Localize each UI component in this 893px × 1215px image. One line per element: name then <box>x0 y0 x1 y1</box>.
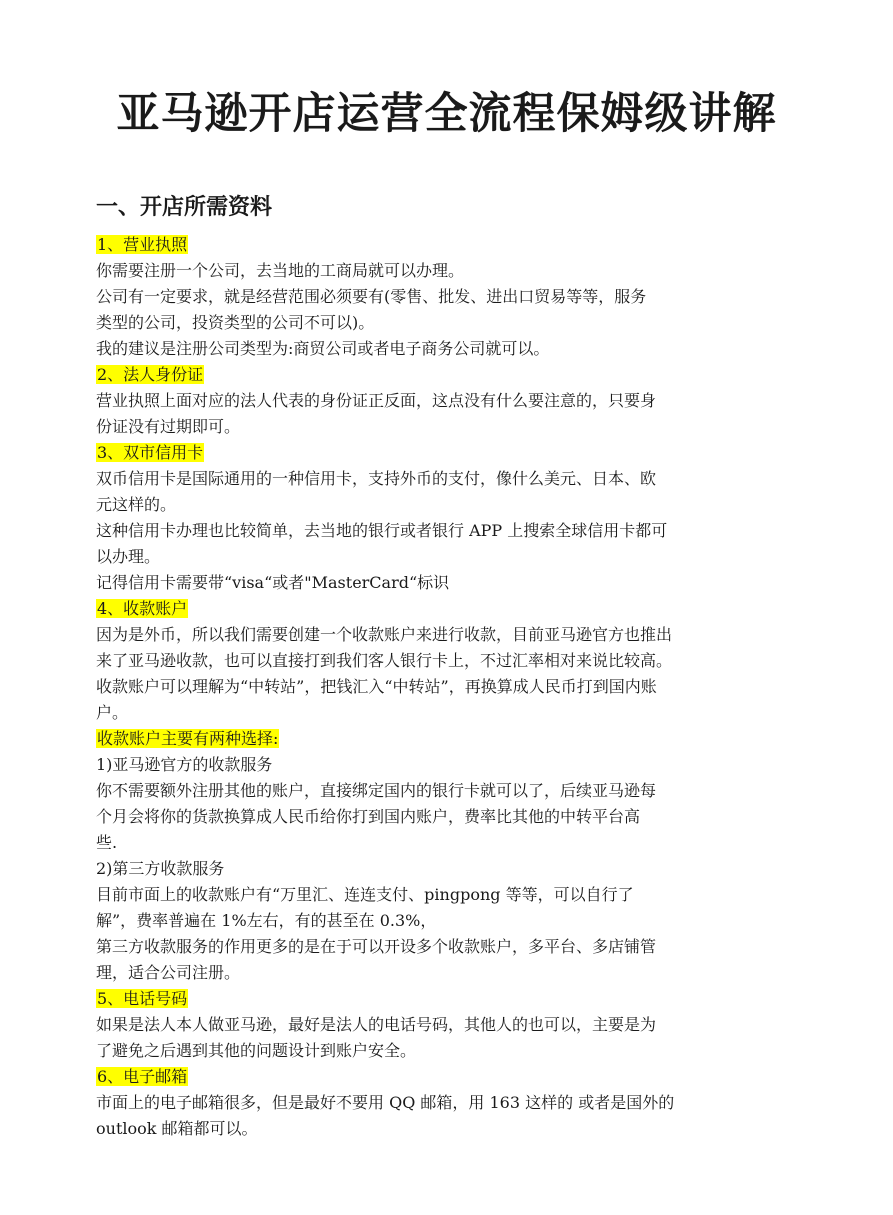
paragraph-line <box>96 674 756 700</box>
line-text: 个月会将你的货款换算成人民币给你打到国内账户，费率比其他的中转平台高 <box>96 807 641 826</box>
paragraph-line <box>96 908 756 934</box>
highlighted-subheading: 2、法人身份证 <box>97 365 204 384</box>
paragraph-line <box>96 336 756 362</box>
line-text: 我的建议是注册公司类型为:商贸公司或者电子商务公司就可以。 <box>96 339 550 358</box>
highlighted-subheading: 1、营业执照 <box>97 235 188 254</box>
line-text: 来了亚马逊收款，也可以直接打到我们客人银行卡上，不过汇率相对来说比较高。 <box>96 651 673 670</box>
paragraph-line <box>96 544 756 570</box>
line-text: 些. <box>96 833 118 852</box>
paragraph-line <box>96 1012 756 1038</box>
paragraph-line <box>96 466 756 492</box>
paragraph-line <box>96 1038 756 1064</box>
paragraph-line <box>96 570 756 596</box>
paragraph-line <box>96 622 756 648</box>
line-text: 市面上的电子邮箱很多，但是最好不要用 QQ 邮箱，用 163 这样的 或者是国外的 <box>96 1093 675 1112</box>
paragraph-line <box>96 934 756 960</box>
highlighted-subheading: 6、电子邮箱 <box>97 1067 188 1086</box>
paragraph-line <box>96 882 756 908</box>
paragraph-line <box>96 752 756 778</box>
line-text: 记得信用卡需要带“visa“或者"MasterCard“标识 <box>96 573 450 592</box>
subheading-line <box>96 440 756 466</box>
subheading-line <box>96 726 756 752</box>
paragraph-line <box>96 700 756 726</box>
paragraph-line <box>96 284 756 310</box>
section-heading: 一、开店所需资料 <box>96 194 273 220</box>
paragraph-line <box>96 960 756 986</box>
line-text: 理，适合公司注册。 <box>96 963 241 982</box>
paragraph-line <box>96 804 756 830</box>
line-text: 目前市面上的收款账户有“万里汇、连连支付、pingpong 等等，可以自行了 <box>96 885 634 904</box>
paragraph-line <box>96 388 756 414</box>
line-text: 1)亚马逊官方的收款服务 <box>96 755 273 774</box>
paragraph-line <box>96 492 756 518</box>
paragraph-line <box>96 1090 756 1116</box>
line-text: 这种信用卡办理也比较简单，去当地的银行或者银行 APP 上搜索全球信用卡都可 <box>96 521 668 540</box>
subheading-line <box>96 596 756 622</box>
highlighted-subheading: 5、电话号码 <box>97 989 188 1008</box>
line-text: 你不需要额外注册其他的账户，直接绑定国内的银行卡就可以了，后续亚马逊每 <box>96 781 657 800</box>
document-body <box>96 232 756 1142</box>
paragraph-line <box>96 258 756 284</box>
line-text: 如果是法人本人做亚马逊，最好是法人的电话号码，其他人的也可以，主要是为 <box>96 1015 657 1034</box>
paragraph-line <box>96 856 756 882</box>
line-text: 收款账户可以理解为“中转站”，把钱汇入“中转站”，再换算成人民币打到国内账 <box>96 677 657 696</box>
subheading-line <box>96 362 756 388</box>
subheading-line <box>96 1064 756 1090</box>
paragraph-line <box>96 830 756 856</box>
paragraph-line <box>96 310 756 336</box>
line-text: 2)第三方收款服务 <box>96 859 225 878</box>
paragraph-line <box>96 648 756 674</box>
line-text: 公司有一定要求，就是经营范围必须要有(零售、批发、进出口贸易等等，服务 <box>96 287 647 306</box>
paragraph-line <box>96 778 756 804</box>
line-text: 户。 <box>96 703 129 722</box>
line-text: 类型的公司，投资类型的公司不可以)。 <box>96 313 375 332</box>
highlighted-subheading: 4、收款账户 <box>97 599 188 618</box>
highlighted-subheading: 收款账户主要有两种选择: <box>97 729 279 748</box>
line-text: 营业执照上面对应的法人代表的身份证正反面，这点没有什么要注意的，只要身 <box>96 391 657 410</box>
subheading-line <box>96 232 756 258</box>
line-text: 因为是外币，所以我们需要创建一个收款账户来进行收款，目前亚马逊官方也推出 <box>96 625 673 644</box>
line-text: 份证没有过期即可。 <box>96 417 241 436</box>
paragraph-line <box>96 1116 756 1142</box>
line-text: 双币信用卡是国际通用的一种信用卡，支持外币的支付，像什么美元、日本、欧 <box>96 469 657 488</box>
line-text: 以办理。 <box>96 547 161 566</box>
line-text: 你需要注册一个公司，去当地的工商局就可以办理。 <box>96 261 465 280</box>
paragraph-line <box>96 414 756 440</box>
document-title: 亚马逊开店运营全流程保姆级讲解 <box>116 89 777 139</box>
line-text: 解”，费率普遍在 1%左右，有的甚至在 0.3%， <box>96 911 437 930</box>
highlighted-subheading: 3、双市信用卡 <box>97 443 204 462</box>
line-text: 了避免之后遇到其他的问题设计到账户安全。 <box>96 1041 417 1060</box>
line-text: outlook 邮箱都可以。 <box>96 1119 258 1138</box>
line-text: 第三方收款服务的作用更多的是在于可以开设多个收款账户，多平台、多店铺管 <box>96 937 657 956</box>
line-text: 元这样的。 <box>96 495 177 514</box>
subheading-line <box>96 986 756 1012</box>
paragraph-line <box>96 518 756 544</box>
